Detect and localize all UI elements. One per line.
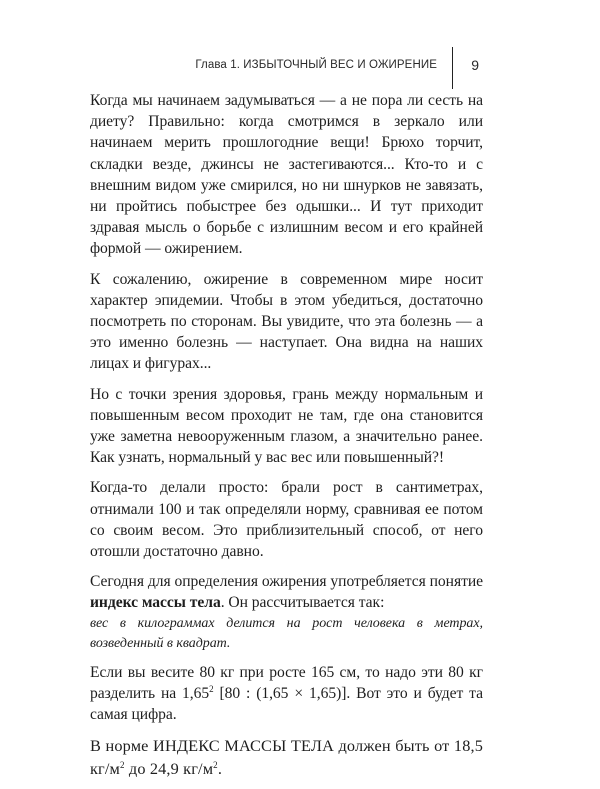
- running-header: [90, 57, 485, 79]
- exponent-squared: 2: [209, 683, 214, 694]
- paragraph-diet-intro: Когда мы начинаем задумываться — а не пора ли сесть на диету? Правильно: когда смотримся в зеркало или начинаем мерить прошлогодние вещи! Брюхо торчит, складки везде, джинсы не застегиваются... Кто-то и с внешним видом уже смирился, но ни шнурков не завязать, ни пройтись побыстрее без одышки... И тут приходит здравая мысль о борьбе с излишним весом и его крайней формой — ожирением.: [90, 92, 483, 258]
- bmi-formula-definition: вес в килограммах делится на рост человека в метрах, возведенный в квадрат.: [90, 615, 483, 651]
- paragraph-bmi-norm: [90, 734, 483, 780]
- bmi-term: индекс массы тела: [90, 594, 221, 612]
- exponent-squared: 2: [213, 760, 218, 771]
- paragraph-example: [90, 662, 483, 726]
- paragraph-bmi-definition: [90, 571, 483, 653]
- header-divider: [452, 47, 453, 89]
- paragraph-old-method: Когда-то делали просто: брали рост в сантиметрах, отнимали 100 и так определяли норму, сравнивая ее потом со своим весом. Это приблизительный способ, от него отошли достаточно давно.: [90, 479, 483, 561]
- body-text: [90, 90, 483, 789]
- definition-middle: . Он рассчитывается так:: [220, 594, 385, 612]
- exponent-squared: 2: [120, 760, 125, 771]
- paragraph-health-boundary: Но с точки зрения здоровья, грань между нормальным и повышенным весом проходит не там, где она становится уже заметна невооруженным глазом, а значительно ранее. Как узнать, нормальный у вас вес или повышенный?!: [90, 385, 483, 467]
- example-text-2: [80 : (1,65 × 1,65)]. Вот это и будет та самая цифра.: [90, 684, 484, 724]
- bmi-norm-text-2: до 24,9 кг/м: [124, 759, 214, 779]
- page-number: 9: [471, 57, 479, 73]
- paragraph-epidemic: К сожалению, ожирение в современном мире носит характер эпидемии. Чтобы в этом убедиться, достаточно посмотреть по сторонам. Вы увидите, что эта болезнь — а это именно болезнь — наступает. Она видна на наших лицах и фигурах...: [90, 270, 483, 373]
- definition-lead: Сегодня для определения ожирения употребляется понятие: [90, 573, 483, 591]
- chapter-title: Глава 1. ИЗБЫТОЧНЫЙ ВЕС И ОЖИРЕНИЕ: [195, 59, 437, 71]
- bmi-norm-text-3: .: [217, 759, 223, 779]
- bmi-norm-text-1: В норме ИНДЕКС МАССЫ ТЕЛА должен быть от 18,5 кг/м: [90, 736, 483, 779]
- example-text-1: Если вы весите 80 кг при росте 165 см, то надо эти 80 кг разделить на 1,65: [90, 663, 483, 702]
